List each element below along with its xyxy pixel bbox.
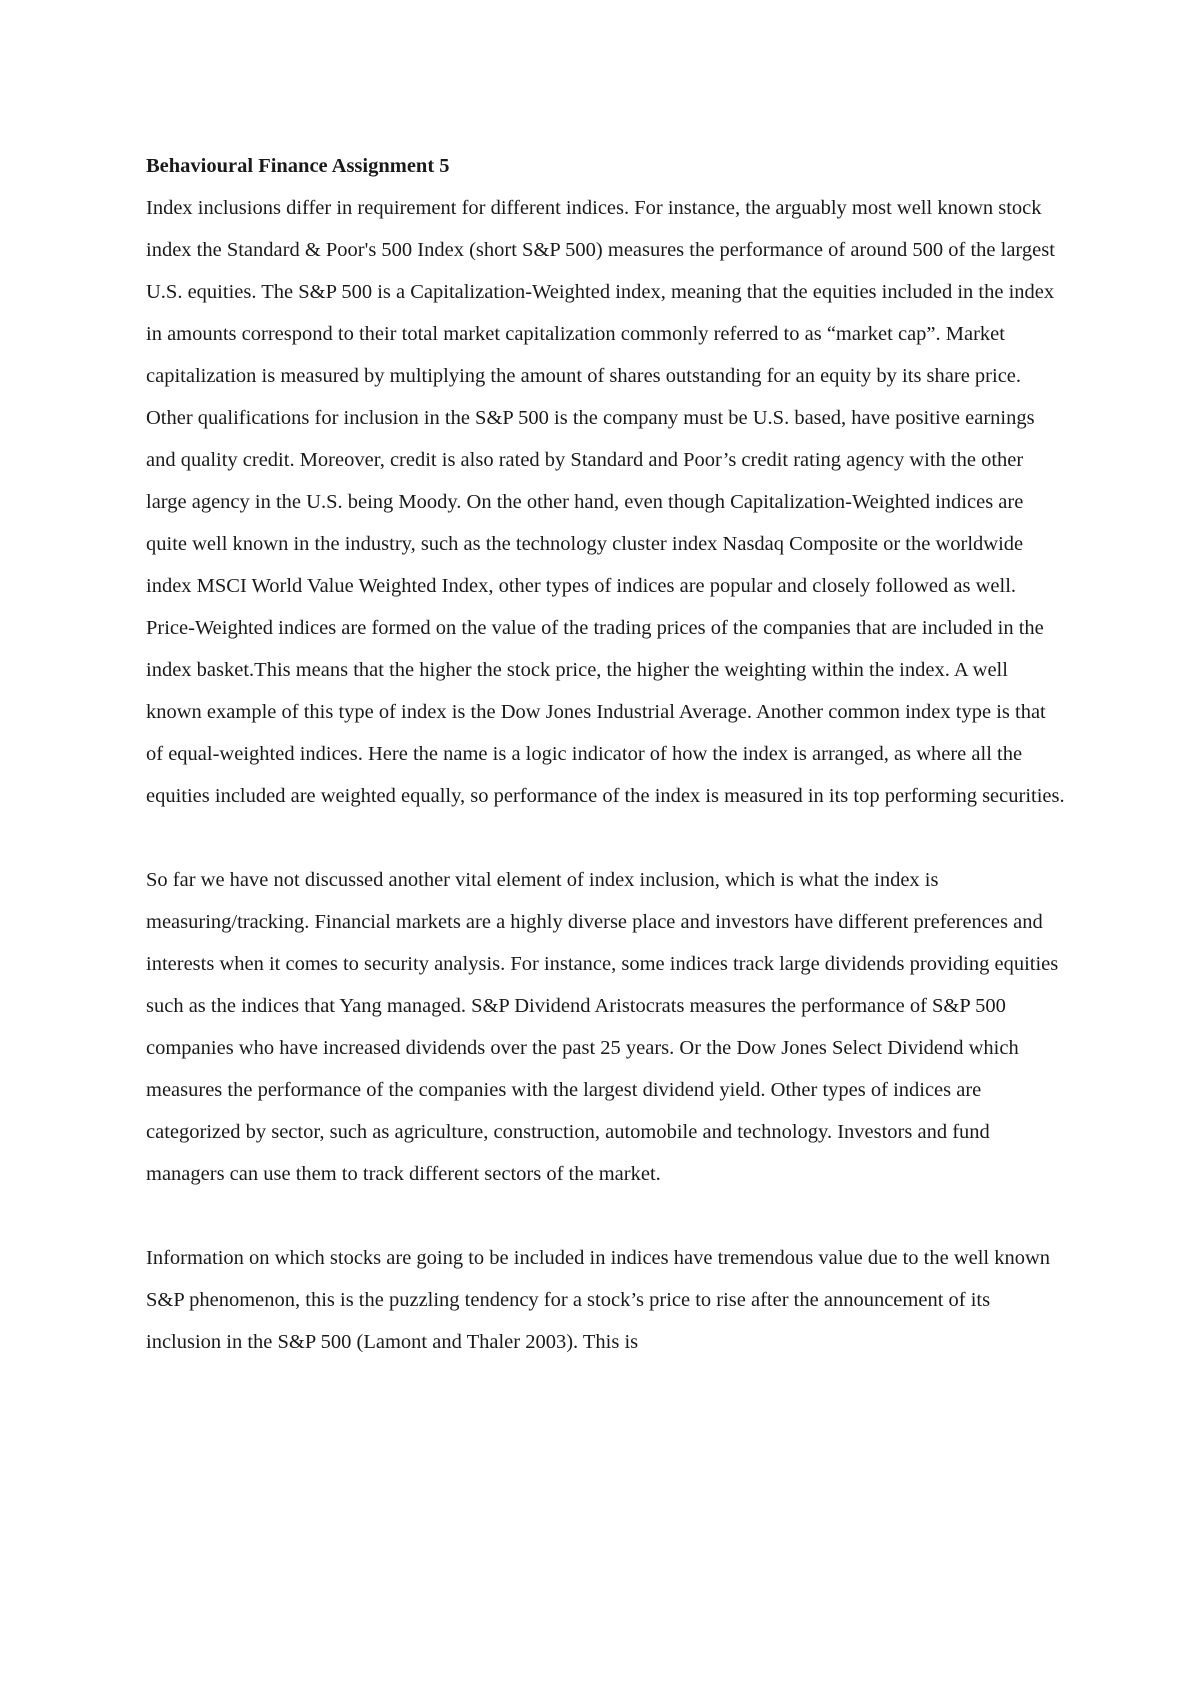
paragraph-index-types: Index inclusions differ in requirement for different indices. For instance, the arguably most well known stock index the Standard & Poor's 500 Index (short S&P 500) measures the performance of around 500 of the largest U.S. equities. The S&P 500 is a Capitalization-Weighted index, meaning that the equities included in the index in amounts correspond to their total market capitalization commonly referred to as “market cap”. Market capitalization is measured by multiplying the amount of shares outstanding for an equity by its share price. Other qualifications for inclusion in the S&P 500 is the company must be U.S. based, have positive earnings and quality credit. Moreover, credit is also rated by Standard and Poor’s credit rating agency with the other large agency in the U.S. being Moody. On the other hand, even though Capitalization-Weighted indices are quite well known in the industry, such as the technology cluster index Nasdaq Composite or the worldwide index MSCI World Value Weighted Index, other types of indices are popular and closely followed as well. Price-Weighted indices are formed on the value of the trading prices of the companies that are included in the index basket.This means that the higher the stock price, the higher the weighting within the index. A well known example of this type of index is the Dow Jones Industrial Average. Another common index type is that of equal-weighted indices. Here the name is a logic indicator of how the index is arranged, as where all the equities included are weighted equally, so performance of the index is measured in its top performing securities. <box>146 197 1065 807</box>
paragraph-index-tracking: So far we have not discussed another vital element of index inclusion, which is what the index is measuring/tracking. Financial markets are a highly diverse place and investors have different preferences and interests when it comes to security analysis. For instance, some indices track large dividends providing equities such as the indices that Yang managed. S&P Dividend Aristocrats measures the performance of S&P 500 companies who have increased dividends over the past 25 years. Or the Dow Jones Select Dividend which measures the performance of the companies with the largest dividend yield. Other types of indices are categorized by sector, such as agriculture, construction, automobile and technology. Investors and fund managers can use them to track different sectors of the market. <box>146 869 1059 1185</box>
document-title: Behavioural Finance Assignment 5 <box>146 155 450 177</box>
document-body <box>146 145 1066 1363</box>
paragraph-sp-phenomenon: Information on which stocks are going to be included in indices have tremendous value due to the well known S&P phenomenon, this is the puzzling tendency for a stock’s price to rise after the announcement of its inclusion in the S&P 500 (Lamont and Thaler 2003). This is <box>146 1247 1051 1353</box>
